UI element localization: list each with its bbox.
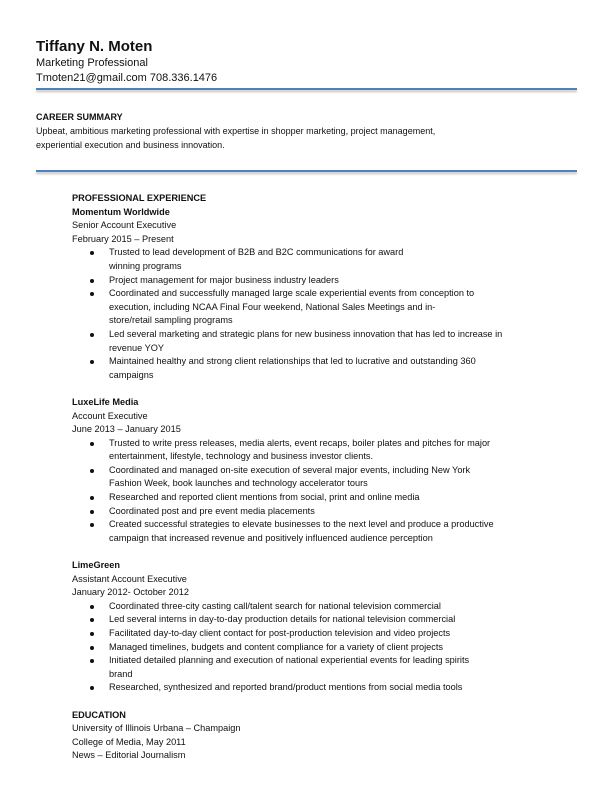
bullet-icon: [90, 618, 94, 622]
bullet-text: Coordinated and managed on-site execution of several major events, including New York: [109, 464, 471, 475]
bullet-text: campaigns: [109, 369, 154, 380]
bullet-text: Managed timelines, budgets and content compliance for a variety of client projects: [109, 641, 443, 652]
bullet-icon: [90, 605, 94, 609]
bullet-icon: [90, 442, 94, 446]
job-role: Assistant Account Executive: [72, 573, 187, 584]
divider: [36, 170, 577, 172]
bullet-icon: [90, 646, 94, 650]
company-name: LimeGreen: [72, 560, 120, 571]
job-dates: June 2013 – January 2015: [72, 424, 181, 435]
company-name: LuxeLife Media: [72, 396, 139, 407]
list-item: [72, 654, 552, 681]
list-item: [72, 681, 552, 695]
list-item: [72, 287, 552, 328]
bullet-text: Led several marketing and strategic plans for new business innovation that has led to increase in: [109, 328, 503, 339]
bullet-text: execution, including NCAA Final Four weekend, National Sales Meetings and in-: [109, 301, 436, 312]
bullet-text: Facilitated day-to-day client contact for post-production television and video projects: [109, 628, 451, 638]
bullet-icon: [90, 333, 94, 337]
bullet-text: Maintained healthy and strong client relationships that led to lucrative and outstanding 360: [109, 356, 476, 367]
education-line: University of Illinois Urbana – Champaign: [72, 723, 241, 734]
bullet-text: Trusted to write press releases, media alerts, event recaps, boiler plates and pitches for major: [109, 437, 491, 448]
bullet-text: Led several interns in day-to-day production details for national television commercial: [109, 614, 456, 625]
list-item: [72, 613, 552, 627]
summary-line: experiential execution and business innovation.: [36, 140, 225, 150]
education-section: [72, 709, 552, 763]
bullet-text: campaign that increased revenue and positively influenced audience perception: [109, 532, 433, 543]
list-item: [72, 246, 552, 273]
list-item: [72, 627, 552, 641]
company-name: Momentum Worldwide: [72, 206, 170, 217]
candidate-name: Tiffany N. Moten: [36, 38, 153, 55]
resume-header: [36, 38, 217, 86]
bullet-text: Coordinated post and pre event media placements: [109, 505, 315, 516]
bullet-icon: [90, 360, 94, 364]
bullet-icon: [90, 251, 94, 255]
list-item: [72, 518, 552, 545]
bullet-icon: [90, 279, 94, 283]
bullet-text: Coordinated three-city casting call/talent search for national television commercial: [109, 600, 441, 611]
bullet-icon: [90, 523, 94, 527]
bullet-text: winning programs: [109, 260, 182, 271]
section-heading: CAREER SUMMARY: [36, 112, 123, 122]
list-item: [72, 355, 552, 382]
summary-line: Upbeat, ambitious marketing professional with expertise in shopper marketing, project management,: [36, 126, 436, 136]
education-line: College of Media, May 2011: [72, 736, 186, 747]
list-item: [72, 641, 552, 655]
section-heading: EDUCATION: [72, 709, 126, 720]
experience-section: [72, 192, 552, 763]
job-role: Senior Account Executive: [72, 220, 177, 231]
bullet-text: Created successful strategies to elevate businesses to the next level and produce a productive: [109, 519, 494, 530]
job-entry: [72, 206, 552, 383]
job-entry: [72, 545, 552, 695]
job-entry: [72, 382, 552, 545]
bullet-text: Researched and reported client mentions from social, print and online media: [109, 492, 420, 503]
divider: [36, 88, 577, 90]
bullet-text: Coordinated and successfully managed large scale experiential events from conception to: [109, 288, 475, 299]
bullet-text: Project management for major business industry leaders: [109, 274, 339, 285]
bullet-icon: [90, 496, 94, 500]
bullet-text: Fashion Week, book launches and technology accelerator tours: [109, 478, 368, 489]
bullet-list: [72, 600, 552, 695]
bullet-icon: [90, 469, 94, 473]
list-item: [72, 437, 552, 464]
bullet-list: [72, 246, 552, 382]
list-item: [72, 274, 552, 288]
bullet-list: [72, 437, 552, 546]
bullet-text: revenue YOY: [109, 342, 164, 353]
bullet-icon: [90, 659, 94, 663]
bullet-text: Initiated detailed planning and execution of national experiential events for leading spirits: [109, 655, 470, 666]
bullet-text: Researched, synthesized and reported brand/product mentions from social media tools: [109, 682, 463, 693]
candidate-title: Marketing Professional: [36, 57, 148, 69]
education-line: News – Editorial Journalism: [72, 750, 186, 761]
bullet-text: store/retail sampling programs: [109, 315, 233, 326]
bullet-icon: [90, 686, 94, 690]
job-dates: January 2012- October 2012: [72, 587, 189, 598]
job-role: Account Executive: [72, 410, 148, 421]
list-item: [72, 600, 552, 614]
bullet-icon: [90, 292, 94, 296]
bullet-icon: [90, 632, 94, 636]
list-item: [72, 464, 552, 491]
list-item: [72, 328, 552, 355]
list-item: [72, 505, 552, 519]
career-summary: [36, 110, 435, 152]
contact-info: Tmoten21@gmail.com 708.336.1476: [36, 72, 218, 84]
section-heading: PROFESSIONAL EXPERIENCE: [72, 193, 207, 203]
bullet-text: Trusted to lead development of B2B and B2C communications for award: [109, 247, 404, 258]
bullet-text: entertainment, lifestyle, technology and business investor clients.: [109, 451, 374, 462]
job-dates: February 2015 – Present: [72, 233, 174, 244]
list-item: [72, 491, 552, 505]
bullet-icon: [90, 510, 94, 514]
bullet-text: brand: [109, 668, 133, 679]
